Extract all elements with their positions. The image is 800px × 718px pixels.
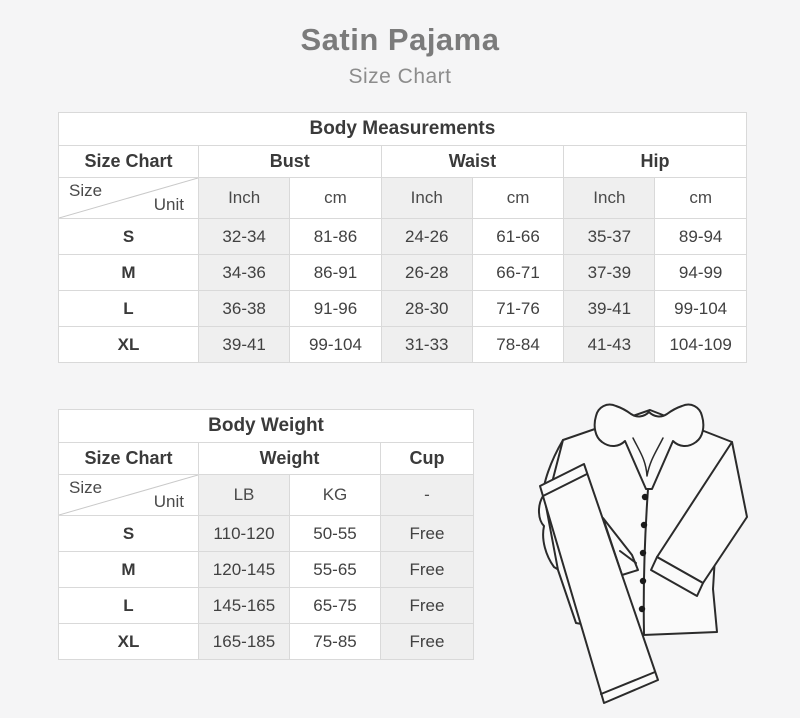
cell-value: 86-91 (290, 255, 381, 291)
cell-value: 120-145 (199, 552, 290, 588)
body-measurements-table (58, 112, 747, 363)
cell-value: 78-84 (472, 327, 563, 363)
size-label: M (59, 255, 199, 291)
table-title: Body Measurements (59, 113, 747, 146)
size-label: L (59, 291, 199, 327)
corner-label: Size Chart (59, 146, 199, 178)
cell-value: 65-75 (290, 588, 381, 624)
cell-value: 34-36 (199, 255, 290, 291)
unit-header: Inch (564, 178, 655, 219)
size-unit-axis-cell (59, 475, 199, 516)
group-header-weight: Weight (199, 443, 381, 475)
cell-value: 66-71 (472, 255, 563, 291)
axis-col-label: Unit (153, 195, 184, 214)
cell-value: 94-99 (655, 255, 746, 291)
size-label: M (59, 552, 199, 588)
cell-value: 104-109 (655, 327, 746, 363)
table-row (59, 624, 474, 660)
size-label: L (59, 588, 199, 624)
size-label: S (59, 516, 199, 552)
cell-value: 39-41 (199, 327, 290, 363)
group-header-row (59, 146, 747, 178)
cell-value: 110-120 (199, 516, 290, 552)
table-row (59, 255, 747, 291)
cell-value: 36-38 (199, 291, 290, 327)
unit-header: LB (199, 475, 290, 516)
table-title-row (59, 410, 474, 443)
table-title: Body Weight (59, 410, 474, 443)
page-subtitle: Size Chart (348, 65, 452, 88)
table-row (59, 516, 474, 552)
unit-header: Inch (199, 178, 290, 219)
axis-row-label: Size (69, 181, 103, 200)
unit-header: - (381, 475, 474, 516)
page-header (0, 22, 800, 89)
cell-value: 55-65 (290, 552, 381, 588)
axis-row-label: Size (69, 478, 103, 497)
cell-value: 24-26 (381, 219, 472, 255)
unit-header: cm (472, 178, 563, 219)
group-header-row (59, 443, 474, 475)
cell-value: 28-30 (381, 291, 472, 327)
cell-value: 91-96 (290, 291, 381, 327)
cell-value: 75-85 (290, 624, 381, 660)
group-header-cup: Cup (381, 443, 474, 475)
body-weight-table (58, 409, 474, 660)
size-unit-axis-cell (59, 178, 199, 219)
cell-value: 89-94 (655, 219, 746, 255)
table-row (59, 552, 474, 588)
cell-value: 32-34 (199, 219, 290, 255)
cell-value: 81-86 (290, 219, 381, 255)
size-label: XL (59, 327, 199, 363)
group-header-bust: Bust (199, 146, 382, 178)
cell-value: 61-66 (472, 219, 563, 255)
cell-value: Free (381, 588, 474, 624)
pajama-set-illustration (500, 392, 800, 718)
cell-value: 99-104 (655, 291, 746, 327)
cell-value: 37-39 (564, 255, 655, 291)
table-row (59, 588, 474, 624)
unit-header-row (59, 178, 747, 219)
corner-label: Size Chart (59, 443, 199, 475)
page-title: Satin Pajama (300, 22, 500, 57)
cell-value: Free (381, 624, 474, 660)
group-header-hip: Hip (564, 146, 747, 178)
table-row (59, 327, 747, 363)
unit-header-row (59, 475, 474, 516)
cell-value: 71-76 (472, 291, 563, 327)
cell-value: 31-33 (381, 327, 472, 363)
group-header-waist: Waist (381, 146, 564, 178)
cell-value: 165-185 (199, 624, 290, 660)
cell-value: 99-104 (290, 327, 381, 363)
table-row (59, 219, 747, 255)
cell-value: Free (381, 516, 474, 552)
unit-header: KG (290, 475, 381, 516)
cell-value: Free (381, 552, 474, 588)
table-row (59, 291, 747, 327)
size-label: S (59, 219, 199, 255)
cell-value: 41-43 (564, 327, 655, 363)
cell-value: 145-165 (199, 588, 290, 624)
size-label: XL (59, 624, 199, 660)
cell-value: 50-55 (290, 516, 381, 552)
cell-value: 26-28 (381, 255, 472, 291)
table-title-row (59, 113, 747, 146)
unit-header: cm (655, 178, 746, 219)
unit-header: Inch (381, 178, 472, 219)
axis-col-label: Unit (153, 492, 184, 511)
unit-header: cm (290, 178, 381, 219)
cell-value: 39-41 (564, 291, 655, 327)
cell-value: 35-37 (564, 219, 655, 255)
